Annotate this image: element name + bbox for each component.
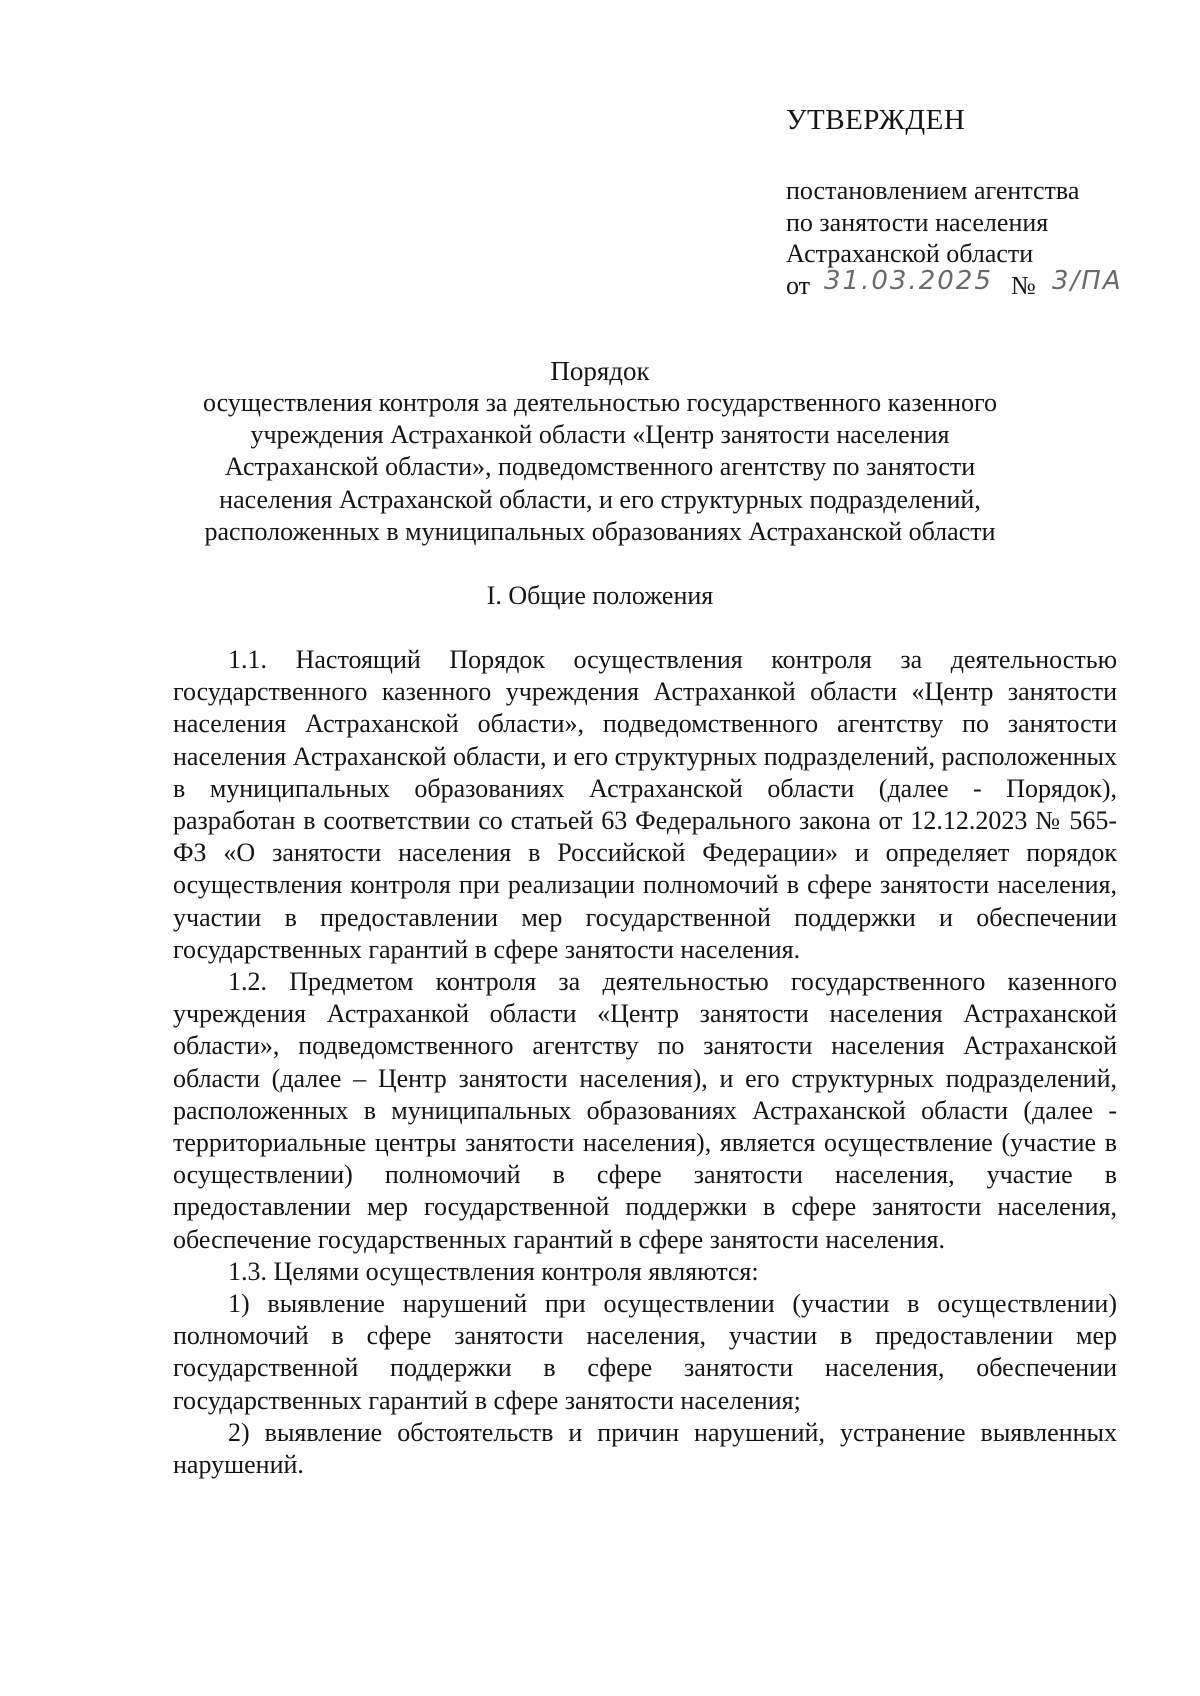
handwritten-number: 3/ПА bbox=[1052, 265, 1123, 296]
handwritten-date: 31.03.2025 bbox=[824, 265, 993, 296]
approval-line-3: Астраханской области bbox=[786, 239, 1034, 268]
list-item-1: 1) выявление нарушений при осуществлении (участии в осуществлении) полномочий в сфере занятости населения, участии в предоставлении мер государственной поддержки в сфере занятости населения, обеспечении государственных гарантий в сфере занятости населения; bbox=[173, 1289, 1117, 1415]
document-title: Порядок bbox=[550, 356, 650, 386]
paragraph-1-1: 1.1. Настоящий Порядок осуществления контроля за деятельностью государственного казенного учреждения Астраханкой области «Центр занятости населения Астраханской области», подведомственного агентству по занятости населения Астраханской области, и его структурных подразделений, расположенных в муниципальных образованиях Астраханской области (далее - Порядок), разработан в соответствии со статьей 63 Федерального закона от 12.12.2023 № 565-ФЗ «О занятости населения в Российской Федерации» и определяет порядок осуществления контроля при реализации полномочий в сфере занятости населения, участии в предоставлении мер государственной поддержки и обеспечении государственных гарантий в сфере занятости населения. bbox=[173, 645, 1117, 964]
paragraph-1-2: 1.2. Предметом контроля за деятельностью государственного казенного учреждения Астраханкой области «Центр занятости населения Астраханской области», подведомственного агентству по занятости населения Астраханской области (далее – Центр занятости населения), и его структурных подразделений, расположенных в муниципальных образованиях Астраханской области (далее - территориальные центры занятости населения), является осуществление (участие в осуществлении) полномочий в сфере занятости населения, участие в предоставлении мер государственной поддержки в сфере занятости населения, обеспечение государственных гарантий в сфере занятости населения. bbox=[173, 967, 1117, 1254]
paragraph-1-3: 1.3. Целями осуществления контроля являются: bbox=[228, 1256, 759, 1286]
list-item-2: 2) выявление обстоятельств и причин нарушений, устранение выявленных нарушений. bbox=[173, 1417, 1117, 1480]
document-title-block bbox=[180, 355, 1020, 548]
document-subtitle: осуществления контроля за деятельностью государственного казенного учреждения Астраханкой области «Центр занятости населения Астраханской области», подведомственного агентству по занятости населения Астраханской области, и его структурных подразделений, расположенных в муниципальных образованиях Астраханской области bbox=[202, 388, 998, 546]
approval-line-1: постановлением агентства bbox=[786, 176, 1080, 205]
section-heading: I. Общие положения bbox=[486, 581, 714, 610]
number-sign: № bbox=[1011, 270, 1036, 300]
approval-date-row bbox=[786, 265, 1166, 304]
approval-stamp: УТВЕРЖДЕН bbox=[786, 104, 966, 136]
approval-block bbox=[786, 100, 1166, 304]
document-body bbox=[173, 644, 1117, 1481]
approval-line-2: по занятости населения bbox=[786, 207, 1049, 237]
date-prefix: от bbox=[786, 270, 811, 300]
